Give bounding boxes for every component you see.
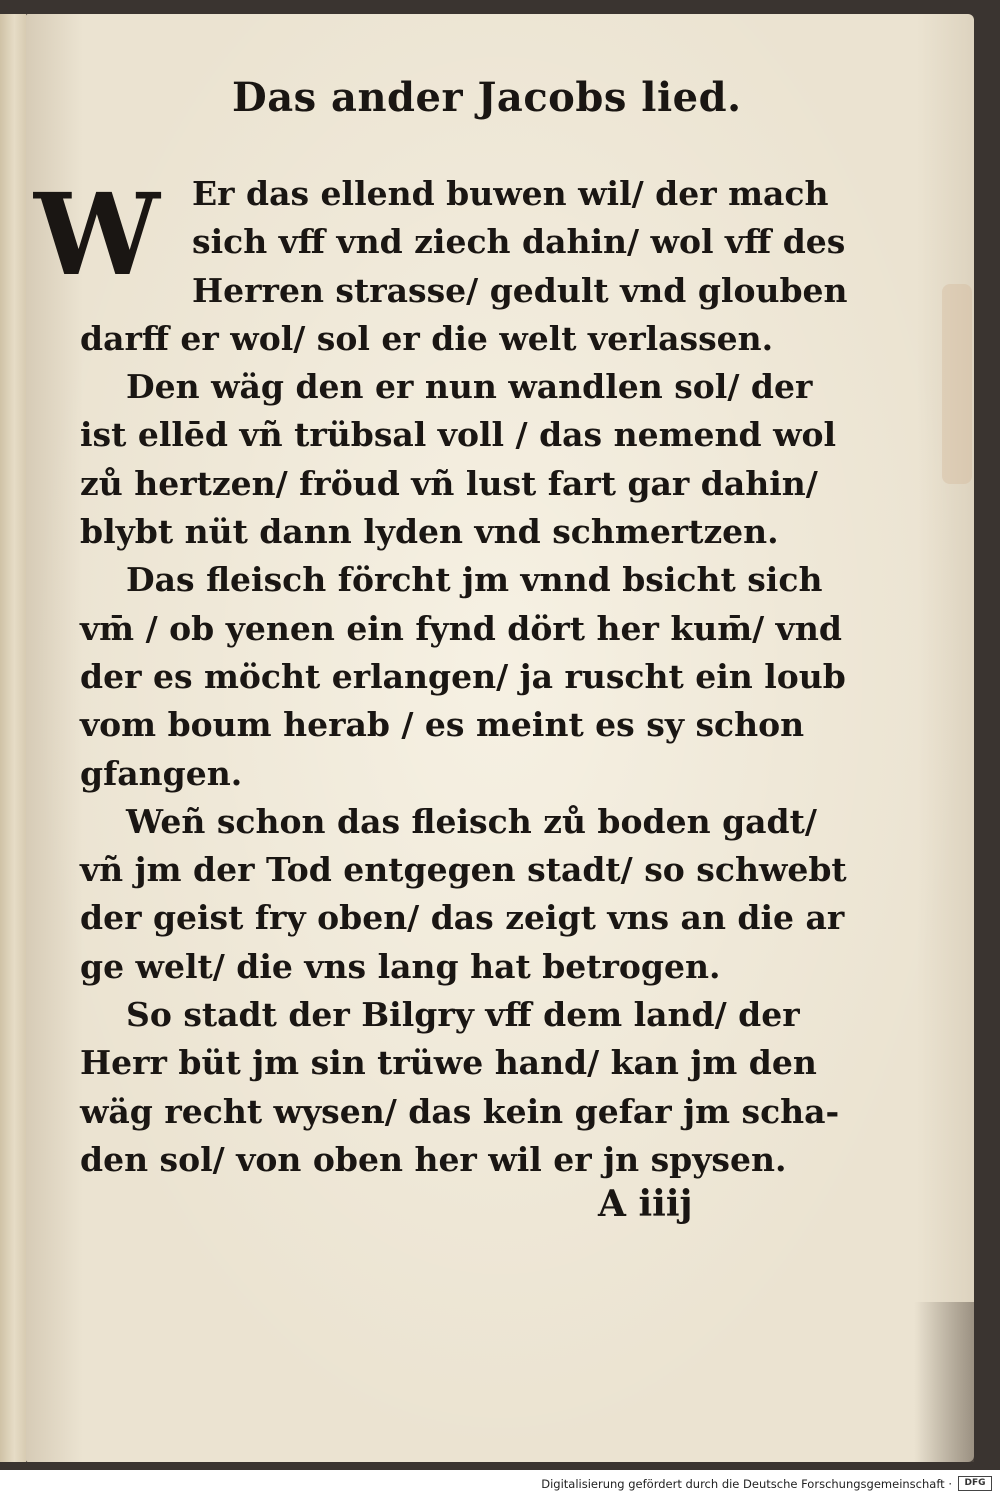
dfg-logo-icon: DFG	[958, 1476, 992, 1491]
text-line: darff er wol/ sol er die welt verlassen.	[80, 318, 774, 358]
text-line: blybt nüt dann lyden vnd schmertzen.	[80, 512, 779, 552]
text-line: der es möcht erlangen/ ja ruscht ein loub	[80, 656, 846, 696]
signature-mark: A iiij	[598, 1183, 693, 1225]
text-line: Er das ellend buwen wil/ der mach	[192, 174, 829, 213]
text-line: den sol/ von oben her wil er jn spysen.	[80, 1139, 787, 1179]
decorated-initial: W	[34, 170, 160, 301]
text-line: vñ jm der Tod entgegen stadt/ so schwebt	[80, 850, 847, 890]
funding-credit: Digitalisierung gefördert durch die Deutsche Forschungsgemeinschaft ·	[541, 1477, 952, 1491]
text-line: wäg recht wysen/ das kein gefar jm scha-	[80, 1091, 840, 1131]
text-line: sich vff vnd ziech dahin/ wol vff des	[192, 222, 846, 262]
text-line: Herr büt jm sin trüwe hand/ kan jm den	[80, 1043, 817, 1083]
left-page-edge	[0, 14, 26, 1462]
text-line: Weñ schon das fleisch zů boden gadt/	[126, 801, 817, 841]
page-heading: Das ander Jacobs lied.	[232, 74, 742, 121]
page-stain	[942, 284, 972, 484]
body-text	[80, 170, 870, 1184]
footer-bar	[0, 1470, 1000, 1498]
text-line: Das fleisch förcht jm vnnd bsicht sich	[126, 560, 823, 600]
text-line: ge welt/ die vns lang hat betrogen.	[80, 946, 721, 986]
text-line: zů hertzen/ fröud vñ lust fart gar dahin/	[80, 463, 818, 503]
text-line: der geist fry oben/ das zeigt vns an die ar	[80, 898, 845, 938]
text-line: vom boum herab / es meint es sy schon	[80, 705, 805, 745]
text-line: Herren strasse/ gedult vnd glouben	[192, 270, 848, 310]
text-line: gfangen.	[80, 753, 243, 793]
text-line: vm̄ / ob yenen ein fynd dört her kum̄/ vnd	[80, 608, 842, 648]
text-line: So stadt der Bilgry vff dem land/ der	[126, 995, 800, 1035]
text-line: Den wäg den er nun wandlen sol/ der	[126, 367, 813, 407]
page-corner-shadow	[914, 1302, 974, 1462]
text-line: ist ellēd vñ trübsal voll / das nemend wol	[80, 415, 837, 455]
